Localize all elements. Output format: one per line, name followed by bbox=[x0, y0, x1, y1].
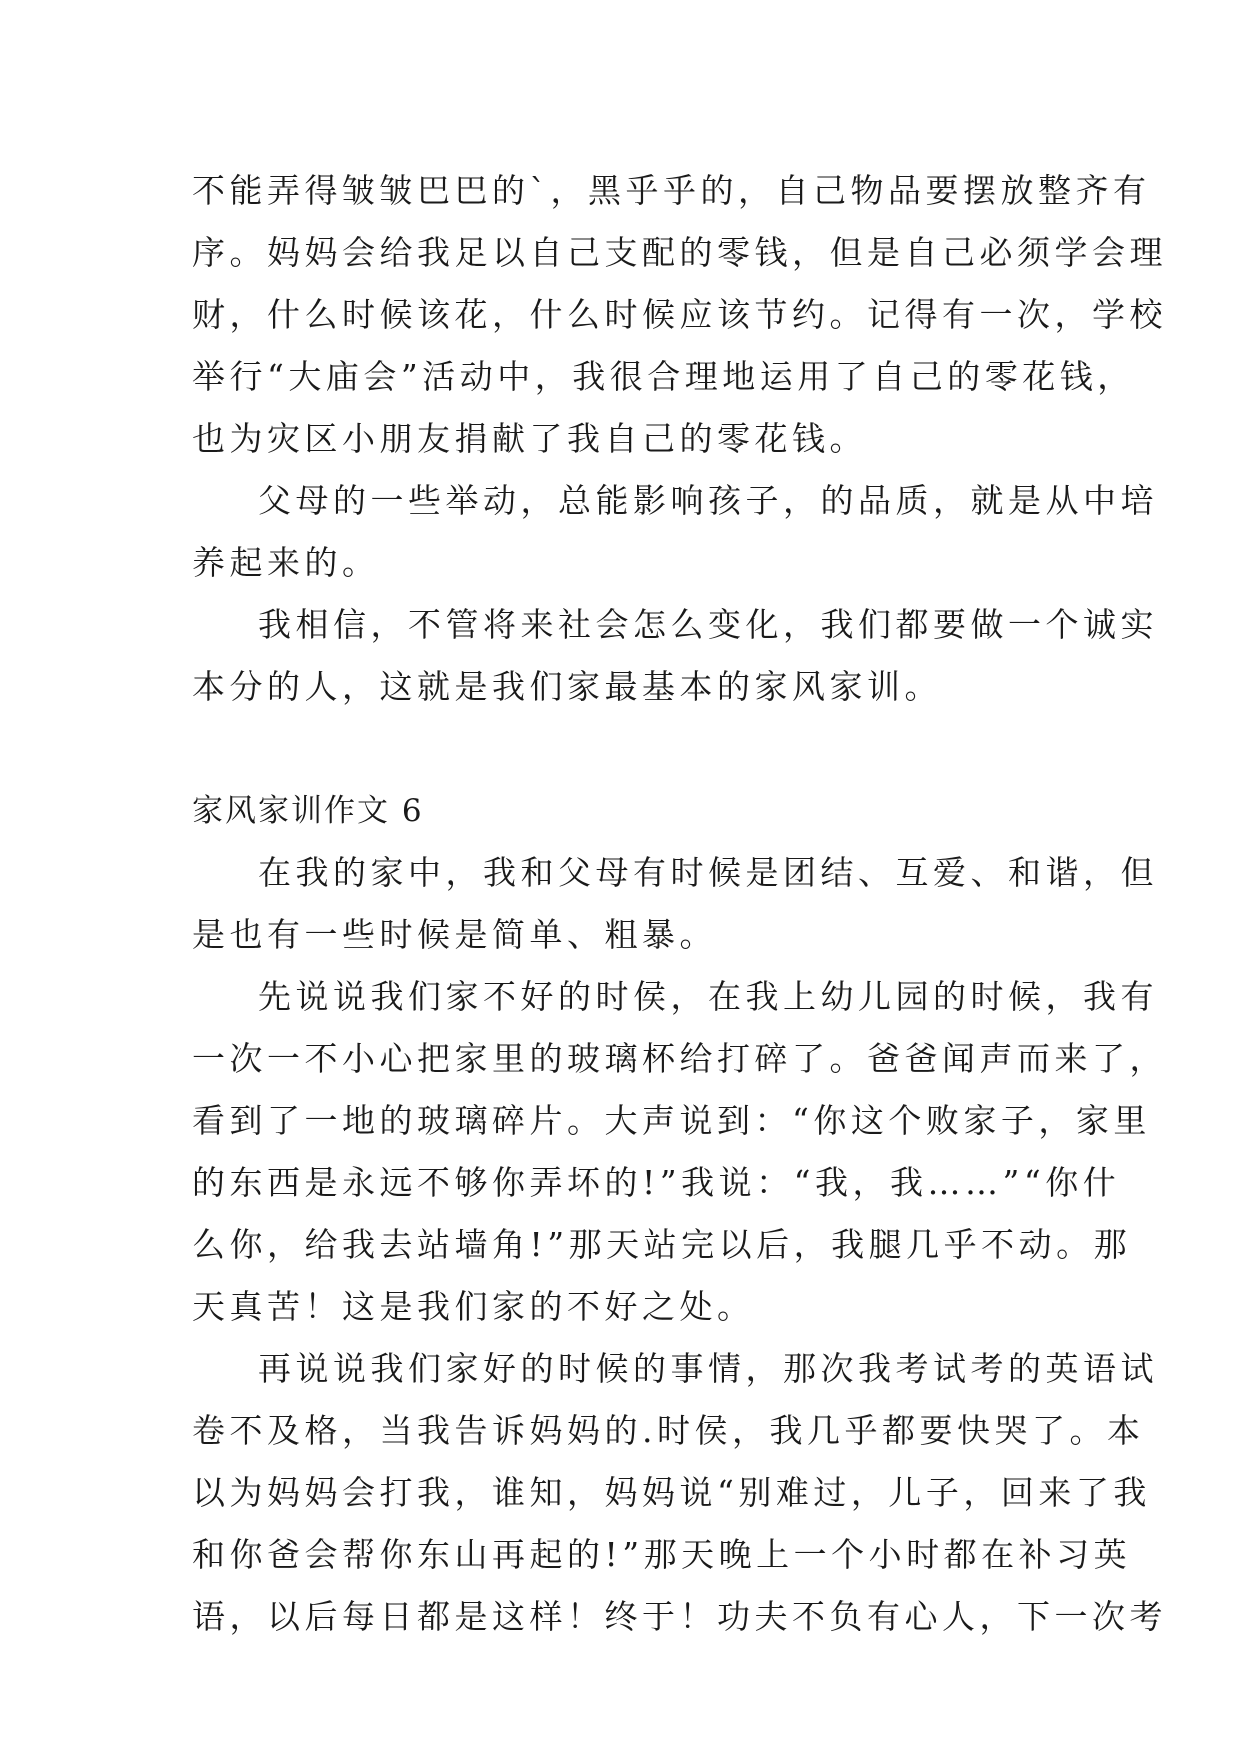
paragraph-6 bbox=[192, 1338, 1167, 1648]
text-line: 养起来的。 bbox=[192, 543, 380, 582]
document-page bbox=[192, 160, 1167, 1648]
text-line: 和你爸会帮你东山再起的!”那天晚上一个小时都在补习英 bbox=[192, 1535, 1132, 1574]
text-line: 卷不及格，当我告诉妈妈的.时侯，我几乎都要快哭了。本 bbox=[192, 1411, 1145, 1450]
text-line: 一次一不小心把家里的玻璃杯给打碎了。爸爸闻声而来了， bbox=[192, 1039, 1167, 1078]
section-gap bbox=[192, 718, 1052, 780]
text-line: 也为灾区小朋友捐献了我自己的零花钱。 bbox=[192, 419, 867, 458]
text-line: 本分的人，这就是我们家最基本的家风家训。 bbox=[192, 667, 942, 706]
text-line: 序。妈妈会给我足以自己支配的零钱，但是自己必须学会理 bbox=[192, 233, 1167, 272]
text-line: 举行“大庙会”活动中，我很合理地运用了自己的零花钱， bbox=[192, 357, 1135, 396]
paragraph-2 bbox=[192, 470, 1158, 594]
text-line: 不能弄得皱皱巴巴的`，黑乎乎的，自己物品要摆放整齐有 bbox=[192, 171, 1151, 210]
text-line: 天真苦！这是我们家的不好之处。 bbox=[192, 1287, 755, 1326]
paragraph-1 bbox=[192, 160, 1167, 470]
text-line: 是也有一些时候是简单、粗暴。 bbox=[192, 915, 717, 954]
paragraph-4 bbox=[192, 842, 1158, 966]
paragraph-3 bbox=[192, 594, 1158, 718]
text-line: 么你，给我去站墙角!”那天站完以后，我腿几乎不动。那 bbox=[192, 1225, 1132, 1264]
text-line: 先说说我们家不好的时侯，在我上幼儿园的时候，我有 bbox=[258, 977, 1158, 1016]
text-line: 父母的一些举动，总能影响孩子，的品质，就是从中培 bbox=[258, 481, 1158, 520]
text-line: 在我的家中，我和父母有时候是团结、互爱、和谐，但 bbox=[258, 853, 1158, 892]
text-line: 财，什么时候该花，什么时候应该节约。记得有一次，学校 bbox=[192, 295, 1167, 334]
section-heading: 家风家训作文 6 bbox=[192, 793, 424, 829]
text-line: 语，以后每日都是这样！终于！功夫不负有心人，下一次考 bbox=[192, 1597, 1167, 1636]
text-line: 我相信，不管将来社会怎么变化，我们都要做一个诚实 bbox=[258, 605, 1158, 644]
text-line: 以为妈妈会打我，谁知，妈妈说“别难过，儿子，回来了我 bbox=[192, 1473, 1151, 1512]
text-line: 看到了一地的玻璃碎片。大声说到：“你这个败家子，家里 bbox=[192, 1101, 1151, 1140]
text-line: 的东西是永远不够你弄坏的!”我说：“我，我……”“你什 bbox=[192, 1163, 1121, 1202]
text-line: 再说说我们家好的时候的事情，那次我考试考的英语试 bbox=[258, 1349, 1158, 1388]
paragraph-5 bbox=[192, 966, 1167, 1338]
